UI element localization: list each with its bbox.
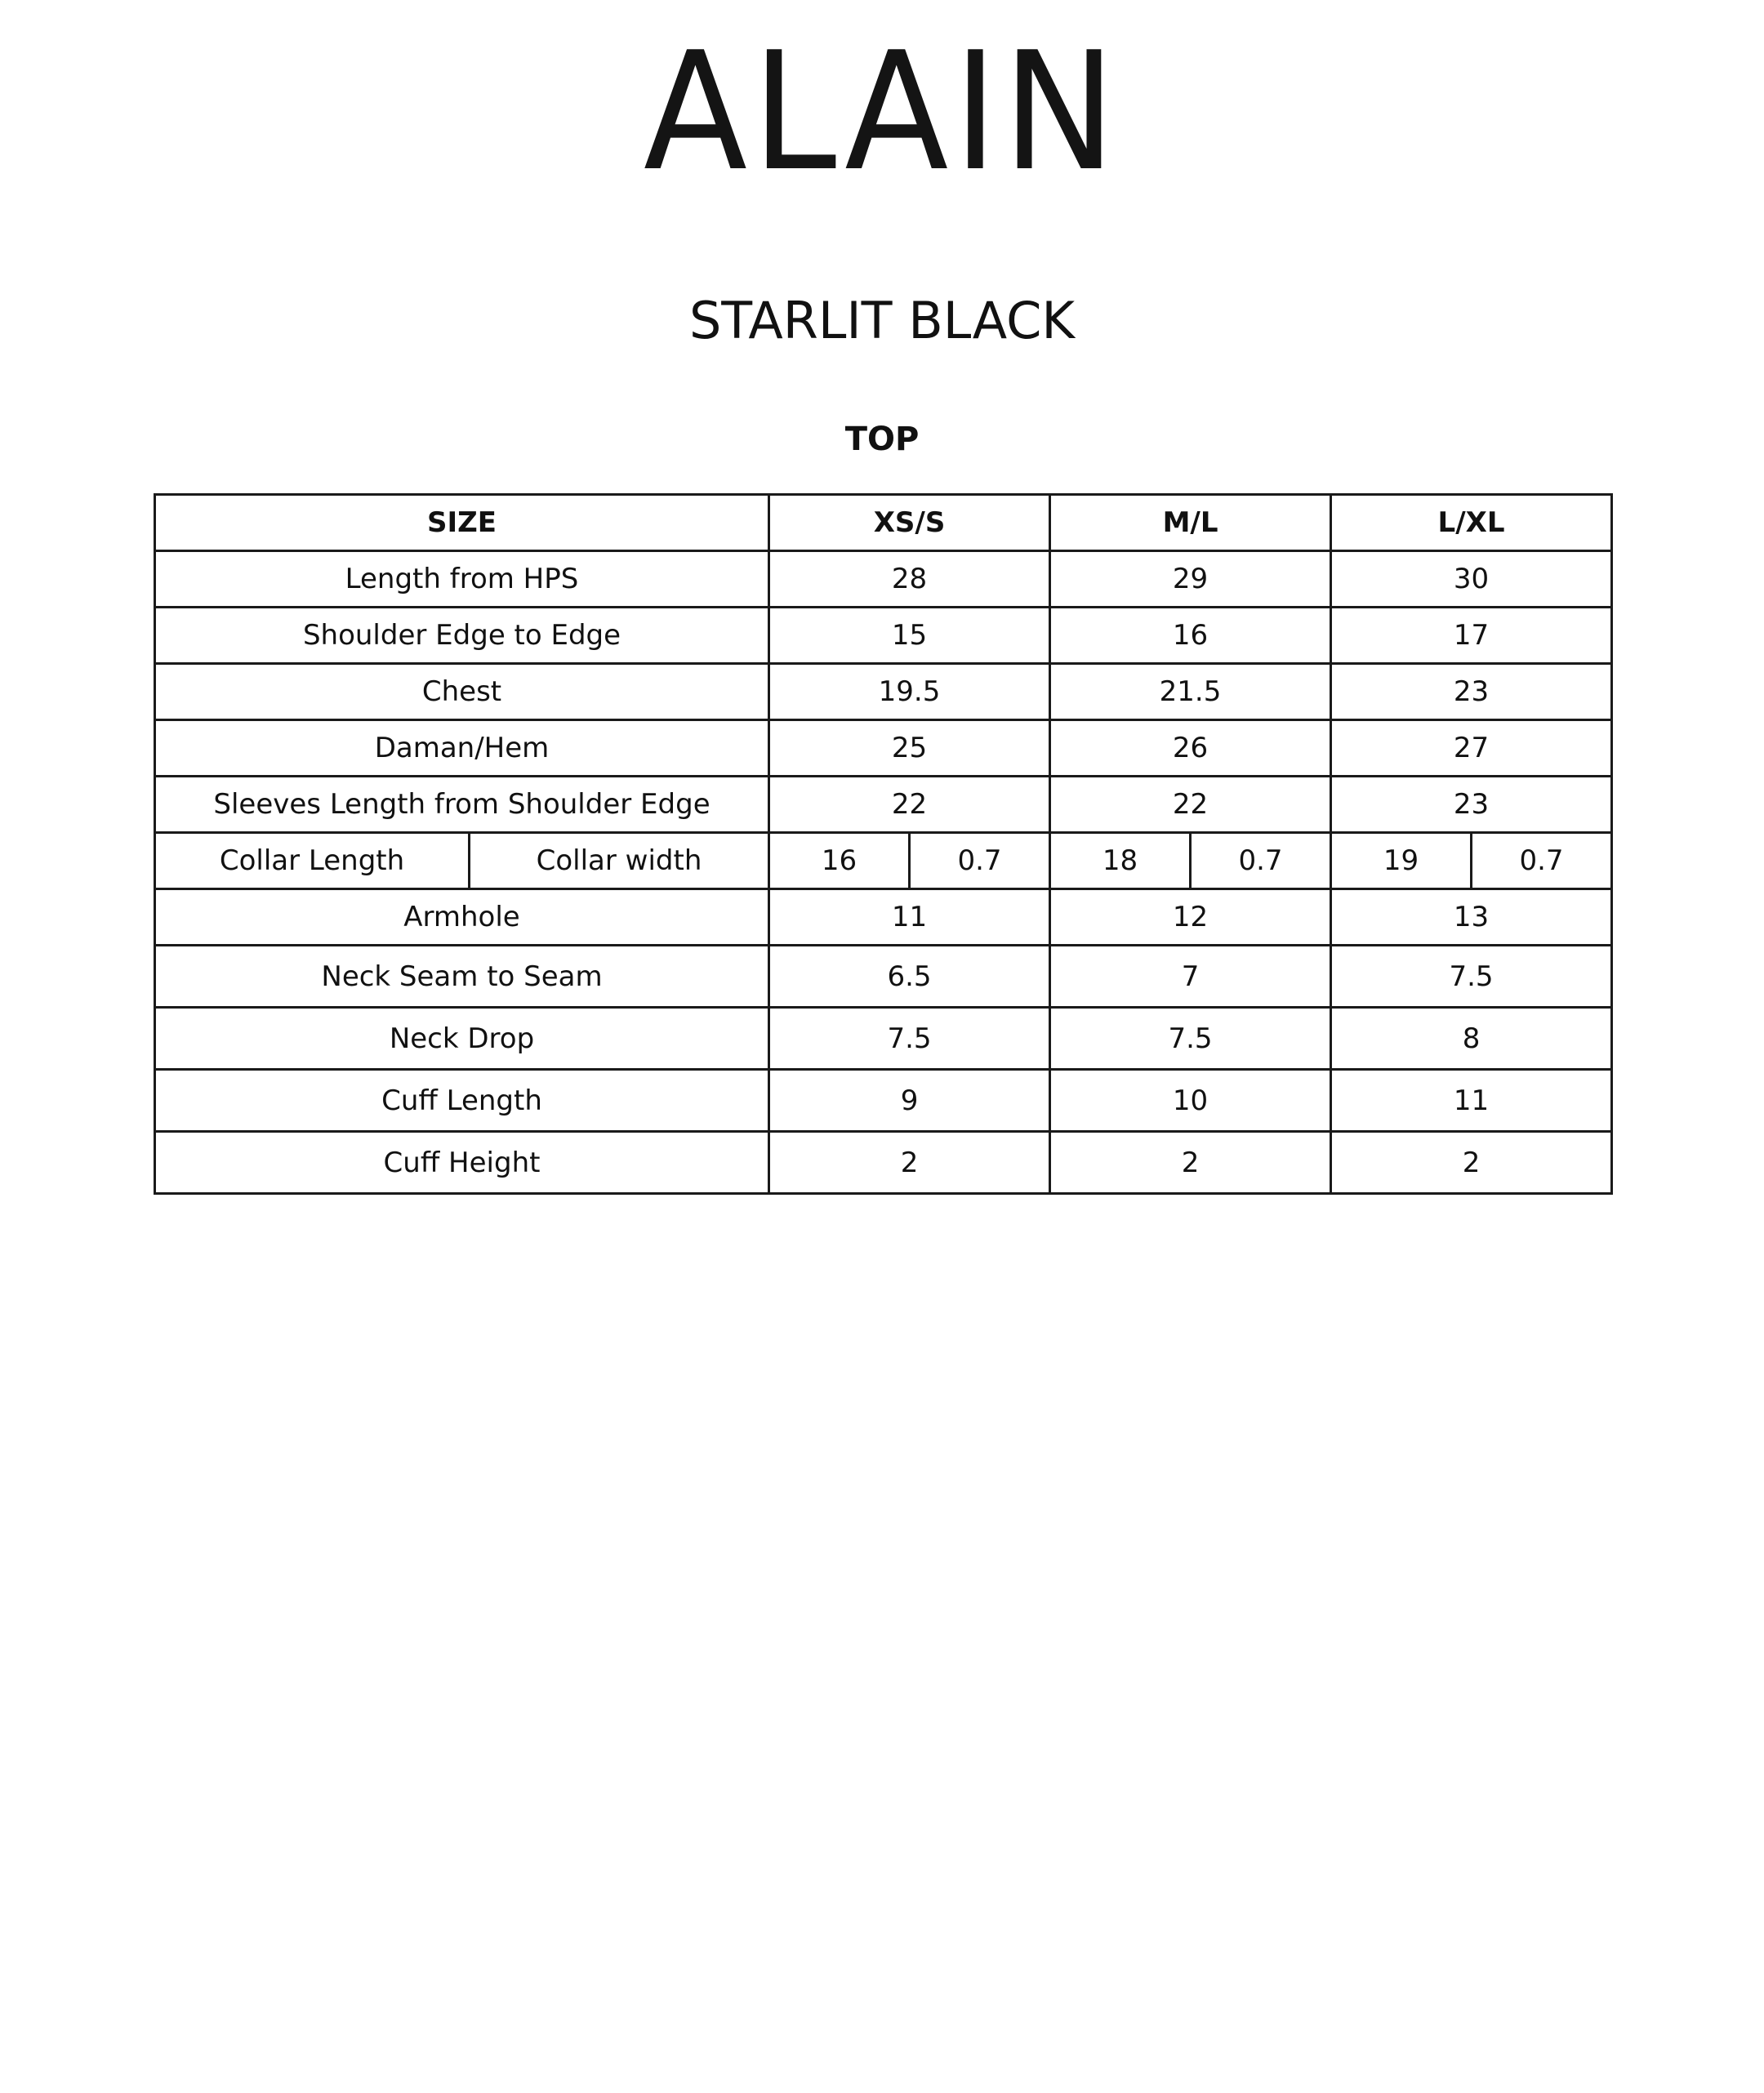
- header-row: [155, 495, 1612, 551]
- header-m-l: M/L: [1050, 495, 1331, 551]
- cell-value: 15: [769, 608, 1050, 664]
- cell-value: 12: [1050, 889, 1331, 946]
- cell-value: 23: [1331, 664, 1612, 720]
- cell-value: 8: [1331, 1008, 1612, 1070]
- cell-value: 27: [1331, 720, 1612, 777]
- cell-value: 7.5: [1050, 1008, 1331, 1070]
- row-label: Shoulder Edge to Edge: [155, 608, 769, 664]
- cell-value: 10: [1050, 1070, 1331, 1132]
- collar-width-value: 0.7: [910, 833, 1050, 889]
- header-l-xl: L/XL: [1331, 495, 1612, 551]
- cell-value: 2: [1331, 1132, 1612, 1194]
- table-row: [155, 946, 1612, 1008]
- collar-row: [155, 833, 1612, 889]
- cell-value: 11: [769, 889, 1050, 946]
- table-row: [155, 889, 1612, 946]
- cell-value: 2: [1050, 1132, 1331, 1194]
- brand-logo: ALAIN: [643, 17, 1121, 207]
- collar-width-label: Collar width: [470, 833, 769, 889]
- product-title: STARLIT BLACK: [688, 291, 1076, 350]
- cell-value: 30: [1331, 551, 1612, 608]
- header-size: SIZE: [155, 495, 769, 551]
- row-label: Armhole: [155, 889, 769, 946]
- row-label: Neck Seam to Seam: [155, 946, 769, 1008]
- cell-value: 22: [769, 777, 1050, 833]
- row-label: Neck Drop: [155, 1008, 769, 1070]
- cell-value: 19.5: [769, 664, 1050, 720]
- collar-width-value: 0.7: [1472, 833, 1612, 889]
- cell-value: 13: [1331, 889, 1612, 946]
- table-row: [155, 1132, 1612, 1194]
- cell-value: 21.5: [1050, 664, 1331, 720]
- cell-value: 26: [1050, 720, 1331, 777]
- cell-value: 11: [1331, 1070, 1612, 1132]
- header-xs-s: XS/S: [769, 495, 1050, 551]
- cell-value: 16: [1050, 608, 1331, 664]
- collar-length-value: 19: [1331, 833, 1472, 889]
- table-row: [155, 1008, 1612, 1070]
- collar-length-value: 18: [1050, 833, 1191, 889]
- table-row: [155, 608, 1612, 664]
- collar-length-value: 16: [769, 833, 910, 889]
- table-row: [155, 777, 1612, 833]
- cell-value: 17: [1331, 608, 1612, 664]
- row-label: Length from HPS: [155, 551, 769, 608]
- cell-value: 9: [769, 1070, 1050, 1132]
- cell-value: 7.5: [769, 1008, 1050, 1070]
- collar-width-value: 0.7: [1191, 833, 1331, 889]
- row-label: Cuff Length: [155, 1070, 769, 1132]
- table-row: [155, 720, 1612, 777]
- row-label: Daman/Hem: [155, 720, 769, 777]
- cell-value: 25: [769, 720, 1050, 777]
- table-row: [155, 551, 1612, 608]
- cell-value: 23: [1331, 777, 1612, 833]
- cell-value: 28: [769, 551, 1050, 608]
- cell-value: 7.5: [1331, 946, 1612, 1008]
- cell-value: 22: [1050, 777, 1331, 833]
- cell-value: 29: [1050, 551, 1331, 608]
- row-label: Chest: [155, 664, 769, 720]
- table-row: [155, 1070, 1612, 1132]
- cell-value: 2: [769, 1132, 1050, 1194]
- collar-length-label: Collar Length: [155, 833, 470, 889]
- size-chart-table: [154, 493, 1613, 1195]
- cell-value: 7: [1050, 946, 1331, 1008]
- table-row: [155, 664, 1612, 720]
- section-title: TOP: [844, 421, 920, 458]
- row-label: Cuff Height: [155, 1132, 769, 1194]
- cell-value: 6.5: [769, 946, 1050, 1008]
- row-label: Sleeves Length from Shoulder Edge: [155, 777, 769, 833]
